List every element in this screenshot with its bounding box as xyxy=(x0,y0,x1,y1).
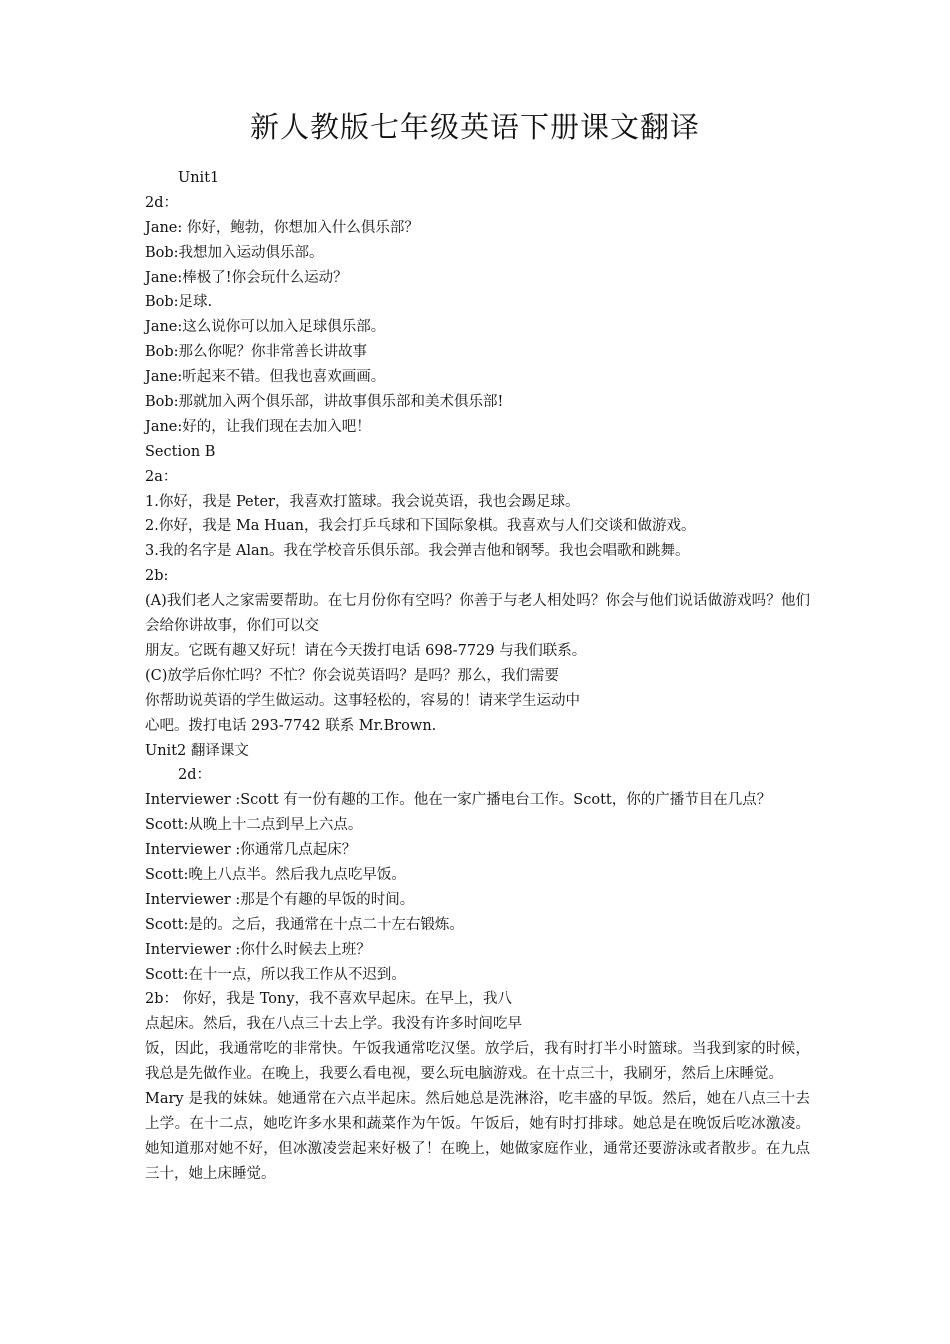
text-line: 2b： 你好，我是 Tony，我不喜欢早起床。在早上，我八 xyxy=(145,991,513,1008)
text-line: Scott:是的。之后，我通常在十点二十左右锻炼。 xyxy=(145,916,464,933)
text-line: 2d： xyxy=(178,767,212,784)
text-line: Jane:棒极了!你会玩什么运动？ xyxy=(145,269,348,286)
text-line: Jane:这么说你可以加入足球俱乐部。 xyxy=(145,319,386,336)
text-line: 朋友。它既有趣又好玩！请在今天拨打电话 698-7729 与我们联系。 xyxy=(145,642,587,659)
text-line: 你帮助说英语的学生做运动。这事轻松的，容易的！请来学生运动中 xyxy=(145,692,580,709)
text-line: Jane:听起来不错。但我也喜欢画画。 xyxy=(145,369,386,386)
text-line: Scott:晚上八点半。然后我九点吃早饭。 xyxy=(145,866,406,883)
text-line: Scott:从晚上十二点到早上六点。 xyxy=(145,817,363,834)
document-title: 新人教版七年级英语下册课文翻译 xyxy=(249,110,700,144)
text-line: Unit1 xyxy=(178,170,220,186)
text-line: Interviewer :你什么时候去上班？ xyxy=(145,941,371,958)
text-line: 心吧。拨打电话 293-7742 联系 Mr.Brown. xyxy=(145,717,437,734)
text-line: (A)我们老人之家需要帮助。在七月份你有空吗？你善于与老人相处吗？你会与他们说话做游戏吗？他们会给你讲故事，你们可以交 xyxy=(145,593,810,635)
text-line: Bob:我想加入运动俱乐部。 xyxy=(145,244,324,261)
text-line: Interviewer :你通常几点起床？ xyxy=(145,842,357,859)
text-line: (C)放学后你忙吗？不忙？你会说英语吗？是吗？那么，我们需要 xyxy=(145,667,559,684)
text-line: Bob:那么你呢？你非常善长讲故事 xyxy=(145,344,368,361)
text-line: Jane:好的，让我们现在去加入吧！ xyxy=(145,418,371,435)
text-line: Unit2 翻译课文 xyxy=(145,742,249,759)
text-line: Jane: 你好，鲍勃，你想加入什么俱乐部？ xyxy=(145,219,419,236)
text-line: 饭，因此，我通常吃的非常快。午饭我通常吃汉堡。放学后，我有时打半小时篮球。当我到家的时候，我总是先做作业。在晚上，我要么看电视，要么玩电脑游戏。在十点三十，我刷牙，然后上床睡觉。 xyxy=(145,1041,810,1083)
text-line: 2.你好，我是 Ma Huan，我会打乒乓球和下国际象棋。我喜欢与人们交谈和做游戏。 xyxy=(145,518,696,535)
text-line: Interviewer :Scott 有一份有趣的工作。他在一家广播电台工作。Scott，你的广播节目在几点？ xyxy=(145,792,772,809)
text-line: Section B xyxy=(145,443,216,460)
text-line: 2d： xyxy=(145,194,179,211)
text-line: Bob:那就加入两个俱乐部，讲故事俱乐部和美术俱乐部! xyxy=(145,394,504,411)
text-line: 2a： xyxy=(145,468,178,485)
document-body xyxy=(145,166,810,1187)
text-line: 点起床。然后，我在八点三十去上学。我没有许多时间吃早 xyxy=(145,1016,522,1033)
text-line: Scott:在十一点，所以我工作从不迟到。 xyxy=(145,966,406,983)
text-line: Interviewer :那是个有趣的早饭的时间。 xyxy=(145,891,415,908)
text-line: 2b: xyxy=(145,568,169,585)
text-line: Bob:足球. xyxy=(145,294,213,311)
text-line: 3.我的名字是 Alan。我在学校音乐俱乐部。我会弹吉他和钢琴。我也会唱歌和跳舞。 xyxy=(145,543,690,560)
text-line: Mary 是我的妹妹。她通常在六点半起床。然后她总是洗淋浴，吃丰盛的早饭。然后，她在八点三十去上学。在十二点，她吃许多水果和蔬菜作为午饭。午饭后，她有时打排球。她总是在晚饭后吃冰激凌。她知道那对她不好，但冰激凌尝起来好极了！在晚上，她做家庭作业，通常还要游泳或者散步。在九点三十，她上床睡觉。 xyxy=(145,1091,810,1182)
text-line: 1.你好，我是 Peter，我喜欢打篮球。我会说英语，我也会踢足球。 xyxy=(145,493,580,510)
